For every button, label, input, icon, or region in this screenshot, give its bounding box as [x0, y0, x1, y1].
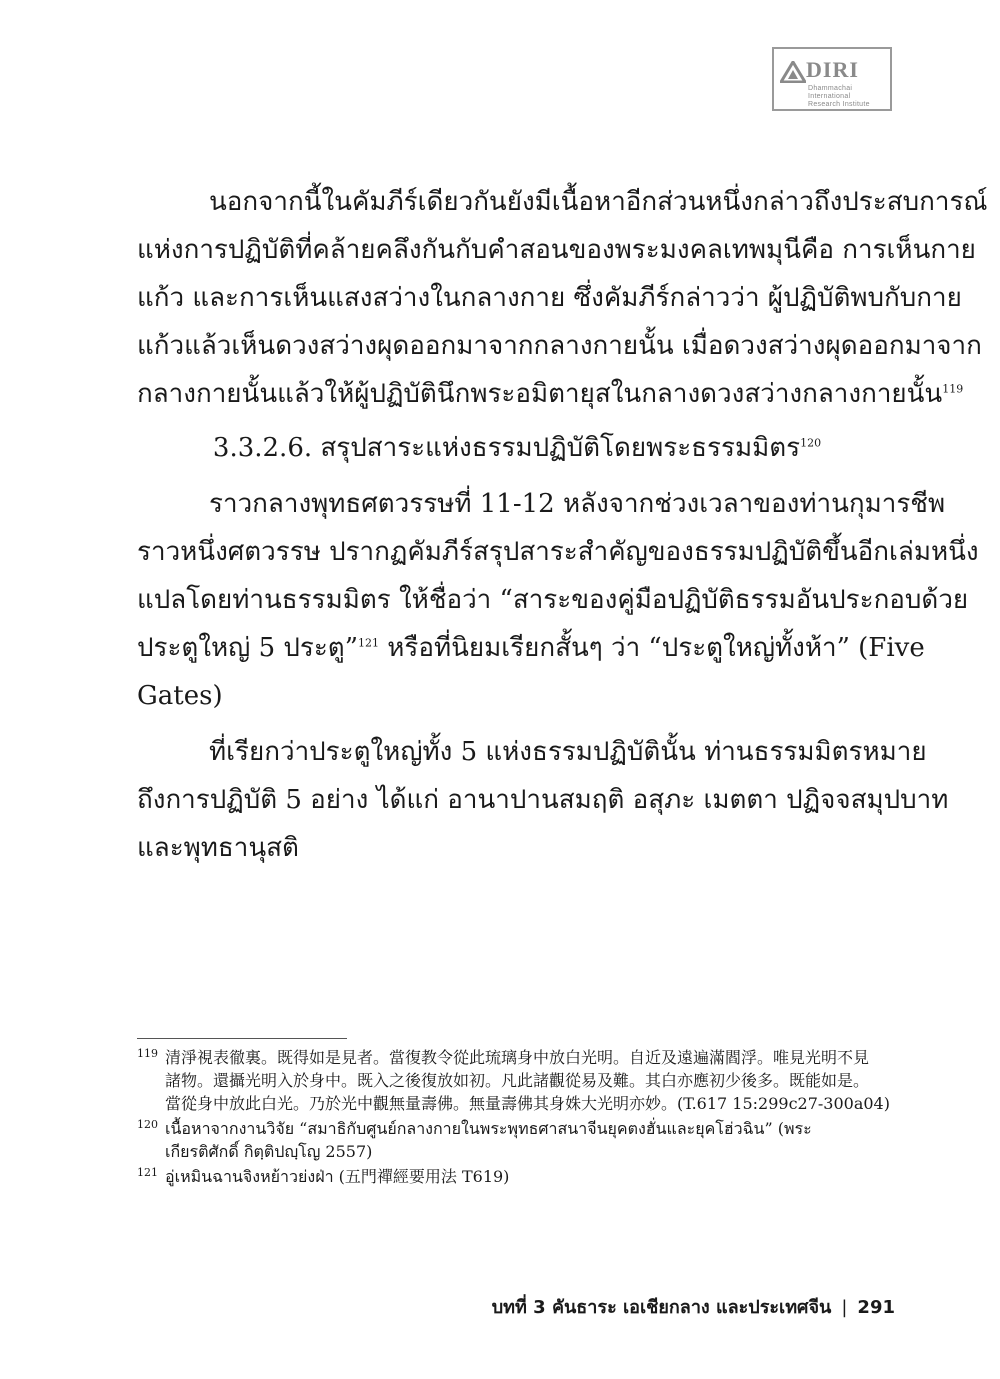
section-heading: 3.3.2.6. สรุปสาระแห่งธรรมปฏิบัติโดยพระธรรมมิตร$^{120}$ [212, 433, 822, 463]
logo-name: DIRI [806, 57, 859, 82]
text-line: แก้ว และการเห็นแสงสว่างในกลางกาย ซึ่งคัมภีร์กล่าวว่า ผู้ปฏิบัติพบกับกาย [137, 283, 962, 313]
chapter-title: บทที่ 3 คันธาระ เอเชียกลาง และประเทศจีน [491, 1297, 832, 1318]
footnote-ref-121[interactable]: 121 [358, 636, 379, 650]
footnote-line: 諸物。還攝光明入於身中。既入之後復放如初。凡此諸觀從易及難。其白亦應初少後多。既能如是。 [165, 1071, 870, 1090]
paragraph-1 [137, 178, 988, 418]
footnote-line: 當從身中放此白光。乃於光中觀無量壽佛。無量壽佛其身姝大光明亦妙。(T.617 15:299c27-300a04) [165, 1094, 890, 1113]
text-line: Gates) [137, 681, 223, 711]
footer-separator: | [841, 1297, 848, 1318]
footnote-line: อู่เหมินฉานจิงหย้าวย่งฝ่า (五門禪經要用法 T619) [165, 1167, 510, 1186]
footnote-121 [137, 1165, 897, 1188]
footnote-number: 121 [137, 1166, 158, 1179]
footnotes [137, 1046, 897, 1190]
text-line: แก้วแล้วเห็นดวงสว่างผุดออกมาจากกลางกายนั้น เมื่อดวงสว่างผุดออกมาจาก [137, 331, 982, 361]
text-line: ถึงการปฏิบัติ 5 อย่าง ได้แก่ อานาปานสมฤติ อสุภะ เมตตา ปฏิจจสมุปบาท [137, 785, 949, 815]
text-line: นอกจากนี้ในคัมภีร์เดียวกันยังมีเนื้อหาอีกส่วนหนึ่งกล่าวถึงประสบการณ์ [209, 187, 988, 217]
paragraph-3 [137, 728, 949, 872]
text-line: แห่งการปฏิบัติที่คล้ายคลึงกันกับคำสอนของพระมงคลเทพมุนีคือ การเห็นกาย [137, 235, 976, 265]
footnote-number: 120 [137, 1118, 158, 1131]
main-content [137, 178, 988, 872]
page-footer [492, 1292, 895, 1321]
footnote-line: เกียรติศักดิ์ กิตฺติปญฺโญ 2557) [165, 1142, 373, 1161]
footnote-number: 119 [137, 1047, 158, 1060]
text-line-last: กลางกายนั้นแล้วให้ผู้ปฏิบัตินึกพระอมิตายุสในกลางดวงสว่างกลางกายนั้น$^{119}$ [137, 379, 964, 409]
footnote-ref-119[interactable]: 119 [942, 382, 964, 396]
text-line: ราวกลางพุทธศตวรรษที่ 11-12 หลังจากช่วงเวลาของท่านกุมารชีพ [209, 489, 946, 519]
text-line: ประตูใหญ่ 5 ประตู”$^{121}$ หรือที่นิยมเรียกสั้นๆ ว่า “ประตูใหญ่ทั้งห้า” (Five [137, 633, 925, 663]
footnote-ref-120[interactable]: 120 [800, 436, 822, 450]
footnote-line: 清淨視表徹裏。既得如是見者。當復教令從此琉璃身中放白光明。自近及遠遍滿閻浮。唯見光明不見 [165, 1048, 870, 1067]
text-line: และพุทธานุสติ [137, 833, 299, 863]
footnote-line: เนื้อหาจากงานวิจัย “สมาธิกับศูนย์กลางกายในพระพุทธศาสนาจีนยุคตงฮั่นและยุคโฮ่วฉิน” (พระ [165, 1119, 812, 1138]
page-number: 291 [857, 1297, 895, 1318]
text-line: แปลโดยท่านธรรมมิตร ให้ชื่อว่า “สาระของคู่มือปฏิบัติธรรมอันประกอบด้วย [137, 585, 969, 615]
footnote-119 [137, 1046, 897, 1115]
logo-subtitle: Dhammachai International Research Institute [808, 85, 870, 108]
footnote-120 [137, 1117, 897, 1163]
diri-logo [772, 47, 892, 111]
triangle-logo-icon [780, 61, 806, 83]
footnote-divider [137, 1038, 347, 1039]
text-line: ราวหนึ่งศตวรรษ ปรากฏคัมภีร์สรุปสาระสำคัญของธรรมปฏิบัติขึ้นอีกเล่มหนึ่ง [137, 537, 979, 567]
paragraph-2 [137, 480, 979, 720]
text-line: ที่เรียกว่าประตูใหญ่ทั้ง 5 แห่งธรรมปฏิบัตินั้น ท่านธรรมมิตรหมาย [209, 737, 927, 767]
